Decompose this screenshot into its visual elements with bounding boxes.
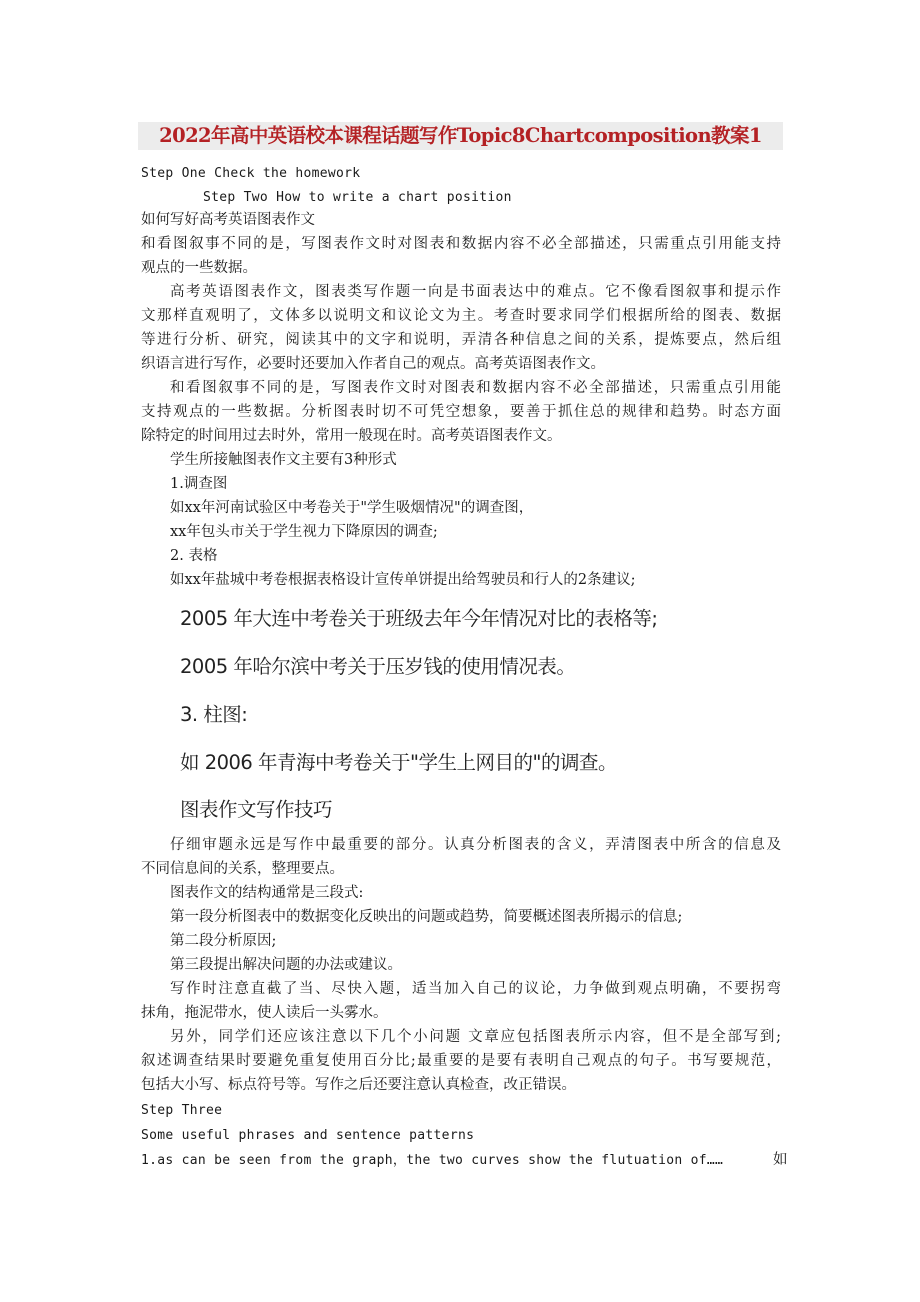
paragraph-line: 抹角，拖泥带水，使人读后一头雾水。 xyxy=(141,1005,388,1021)
paragraph-line: 学生所接触图表作文主要有3种形式 xyxy=(170,452,397,468)
paragraph-line: 图表作文的结构通常是三段式: xyxy=(170,885,364,901)
paragraph-line: 除特定的时间用过去时外，常用一般现在时。高考英语图表作文。 xyxy=(141,428,562,444)
phrase-item: 1.as can be seen from the graph，the two curves show the flutuation of…… xyxy=(141,1153,724,1168)
paragraph-line: 文那样直观明了，文体多以说明文和议论文为主。考查时要求同学们根据所给的图表、数据 xyxy=(141,308,781,324)
phrase-item-tail: 如 xyxy=(773,1152,788,1168)
paragraph-line: 和看图叙事不同的是，写图表作文时对图表和数据内容不必全部描述，只需重点引用能 xyxy=(170,380,781,396)
paragraph-line: 第三段提出解决问题的办法或建议。 xyxy=(170,957,402,973)
paragraph-line: 如xx年盐城中考卷根据表格设计宣传单饼提出给驾驶员和行人的2条建议; xyxy=(170,572,636,588)
paragraph-line: 仔细审题永远是写作中最重要的部分。认真分析图表的含义，弄清图表中所含的信息及 xyxy=(170,837,781,853)
title-band xyxy=(138,122,783,150)
embedded-text-line: 2005 年大连中考卷关于班级去年今年情况对比的表格等; xyxy=(180,607,658,630)
document-title: 2022年高中英语校本课程话题写作Topic8Chartcomposition教案1 xyxy=(159,124,762,147)
embedded-text-line: 如 2006 年青海中考卷关于"学生上网目的"的调查。 xyxy=(180,751,617,774)
paragraph-line: 和看图叙事不同的是，写图表作文时对图表和数据内容不必全部描述，只需重点引用能支持 xyxy=(141,236,781,252)
paragraph-line: 叙述调查结果时要避免重复使用百分比;最重要的是要有表明自己观点的句子。书写要规范， xyxy=(141,1053,781,1069)
paragraph-line: 支持观点的一些数据。分析图表时切不可凭空想象，要善于抓住总的规律和趋势。时态方面 xyxy=(141,404,781,420)
paragraph-line: 包括大小写、标点符号等。写作之后还要注意认真检查，改正错误。 xyxy=(141,1077,576,1093)
phrases-heading: Some useful phrases and sentence patterns xyxy=(141,1128,475,1143)
paragraph-line: 如xx年河南试验区中考卷关于"学生吸烟情况"的调查图， xyxy=(170,500,534,516)
paragraph-line: 第二段分析原因; xyxy=(170,933,277,949)
section-heading: 如何写好高考英语图表作文 xyxy=(141,212,315,228)
paragraph-line: 织语言进行写作，必要时还要加入作者自己的观点。高考英语图表作文。 xyxy=(141,356,605,372)
paragraph-line: xx年包头市关于学生视力下降原因的调查; xyxy=(170,524,438,540)
paragraph-line: 高考英语图表作文，图表类写作题一向是书面表达中的难点。它不像看图叙事和提示作 xyxy=(170,284,781,300)
paragraph-line: 另外，同学们还应该注意以下几个小问题 文章应包括图表所示内容，但不是全部写到; xyxy=(170,1029,781,1045)
step-three-line: Step Three xyxy=(141,1103,223,1118)
embedded-text-line: 3. 柱图: xyxy=(180,703,248,726)
step-one-line: Step One Check the homework xyxy=(141,166,361,181)
list-item: 2. 表格 xyxy=(170,548,218,564)
paragraph-line: 观点的一些数据。 xyxy=(141,260,257,276)
embedded-text-line: 2005 年哈尔滨中考关于压岁钱的使用情况表。 xyxy=(180,655,576,678)
list-item: 1.调查图 xyxy=(170,476,228,492)
embedded-text-line: 图表作文写作技巧 xyxy=(180,798,333,821)
paragraph-line: 等进行分析、研究，阅读其中的文字和说明，弄清各种信息之间的关系，提炼要点，然后组 xyxy=(141,332,781,348)
paragraph-line: 第一段分析图表中的数据变化反映出的问题或趋势，简要概述图表所揭示的信息; xyxy=(170,909,683,925)
paragraph-line: 不同信息间的关系，整理要点。 xyxy=(141,861,344,877)
paragraph-line: 写作时注意直截了当、尽快入题，适当加入自己的议论，力争做到观点明确，不要拐弯 xyxy=(170,981,781,997)
step-two-line: Step Two How to write a chart position xyxy=(203,190,512,205)
